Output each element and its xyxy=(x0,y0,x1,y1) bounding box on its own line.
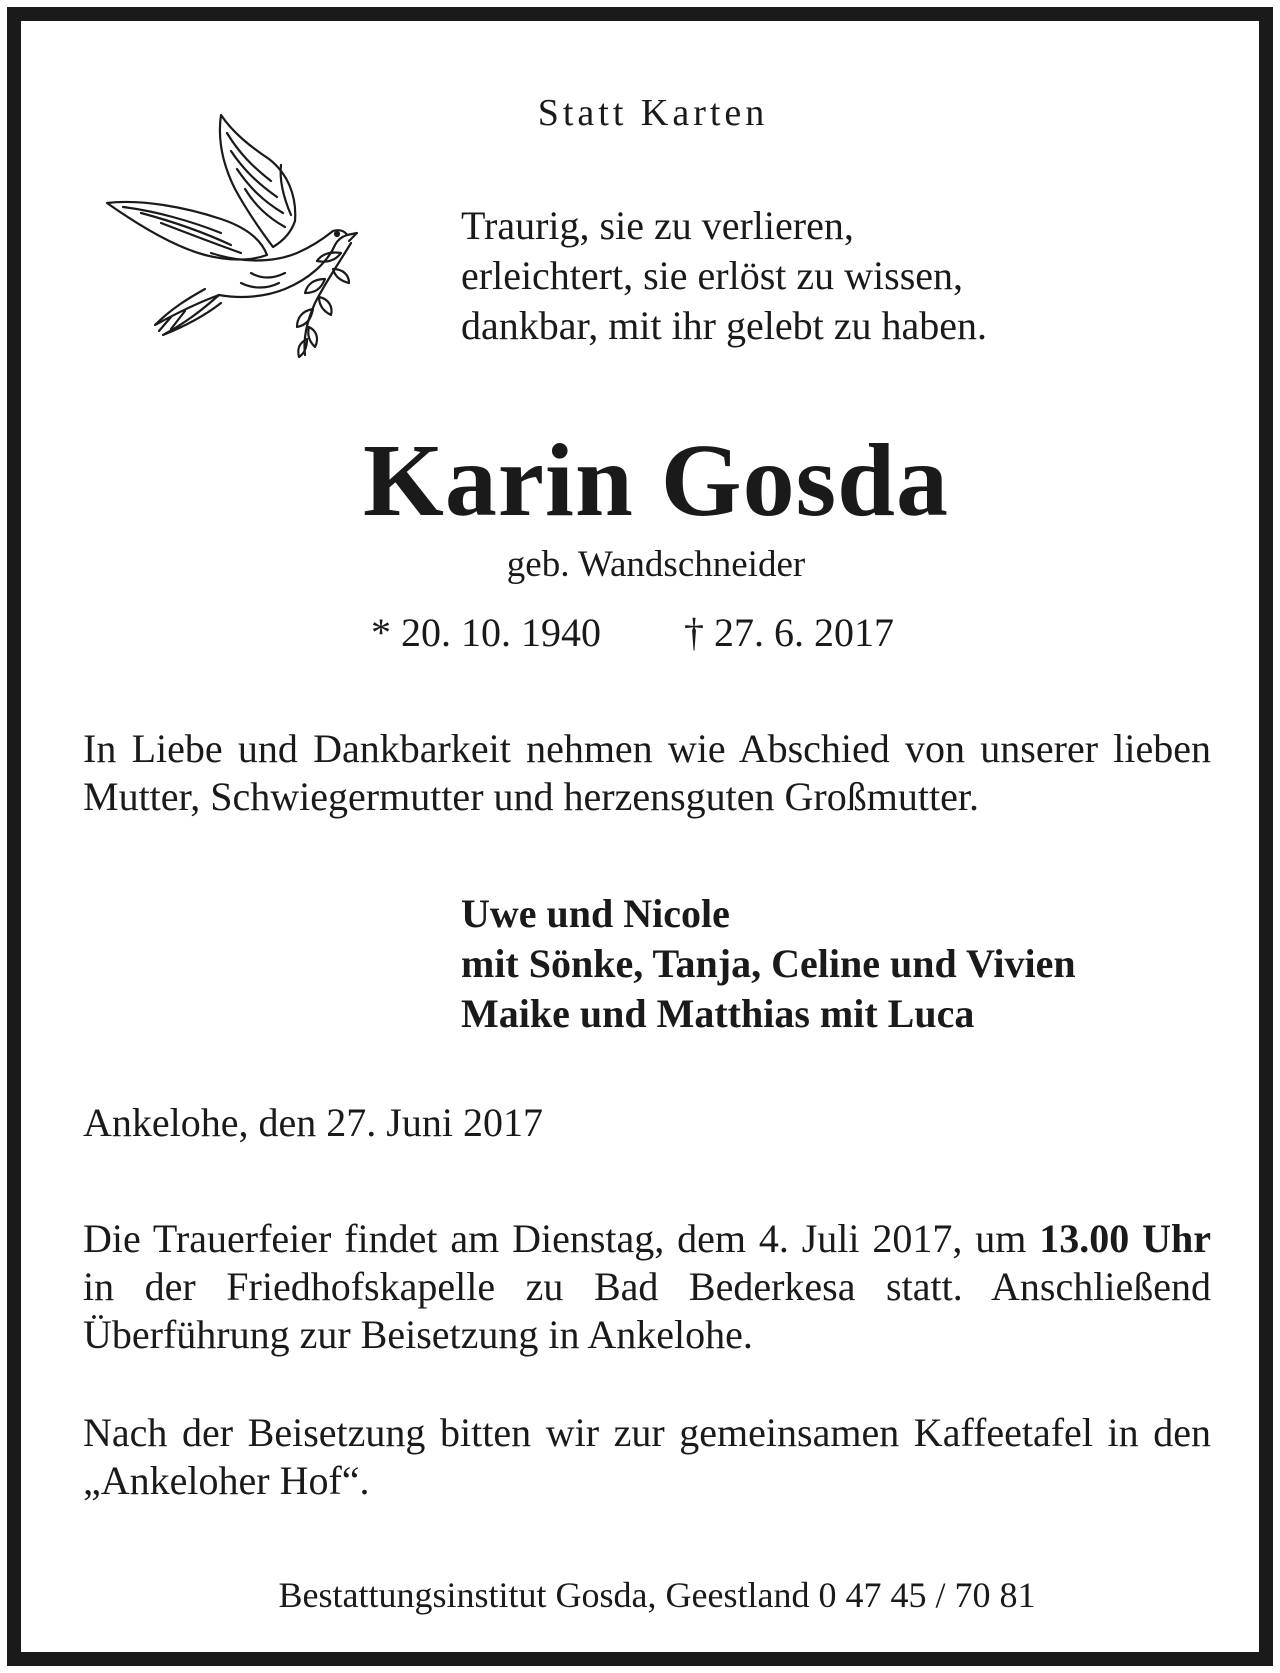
family-signatures xyxy=(461,889,1076,1039)
family-line: mit Sönke, Tanja, Celine und Vivien xyxy=(461,941,1076,986)
place-and-date: Ankelohe, den 27. Juni 2017 xyxy=(83,1100,543,1145)
statt-karten-heading: Statt Karten xyxy=(537,92,769,134)
obituary-notice xyxy=(7,7,1273,1666)
birth-name: geb. Wandschneider xyxy=(506,544,806,585)
ceremony-rest: in der Friedhofskapelle zu Bad Bederkesa statt. Anschließend Überführung zur Beisetzung in Ankelohe. xyxy=(83,1264,1211,1357)
undertaker-footer: Bestattungsinstitut Gosda, Geestland 0 47 45 / 70 81 xyxy=(278,1575,1036,1615)
ceremony-intro: Die Trauerfeier findet am Dienstag, dem 4. Juli 2017, um xyxy=(83,1216,1040,1261)
family-line: Maike und Matthias mit Luca xyxy=(461,991,975,1036)
motto-verse xyxy=(461,201,987,351)
coffee-invitation: Nach der Beisetzung bitten wir zur gemeinsamen Kaffeetafel in den „Ankeloher Hof“. xyxy=(83,1410,1211,1503)
family-line: Uwe und Nicole xyxy=(461,891,730,936)
motto-line: Traurig, sie zu verlieren, xyxy=(461,203,854,248)
ceremony-time: 13.00 Uhr xyxy=(1039,1216,1211,1261)
death-date: † 27. 6. 2017 xyxy=(684,610,894,655)
deceased-name: Karin Gosda xyxy=(363,423,949,538)
farewell-text: In Liebe und Dankbarkeit nehmen wie Abschied von unserer lieben Mutter, Schwiegermutter und herzensguten Großmutter. xyxy=(83,726,1211,819)
ceremony-text xyxy=(83,1215,1211,1359)
motto-line: dankbar, mit ihr gelebt zu haben. xyxy=(461,303,987,348)
dove-icon xyxy=(101,103,361,363)
birth-date: * 20. 10. 1940 xyxy=(371,610,601,655)
motto-line: erleichtert, sie erlöst zu wissen, xyxy=(461,253,964,298)
